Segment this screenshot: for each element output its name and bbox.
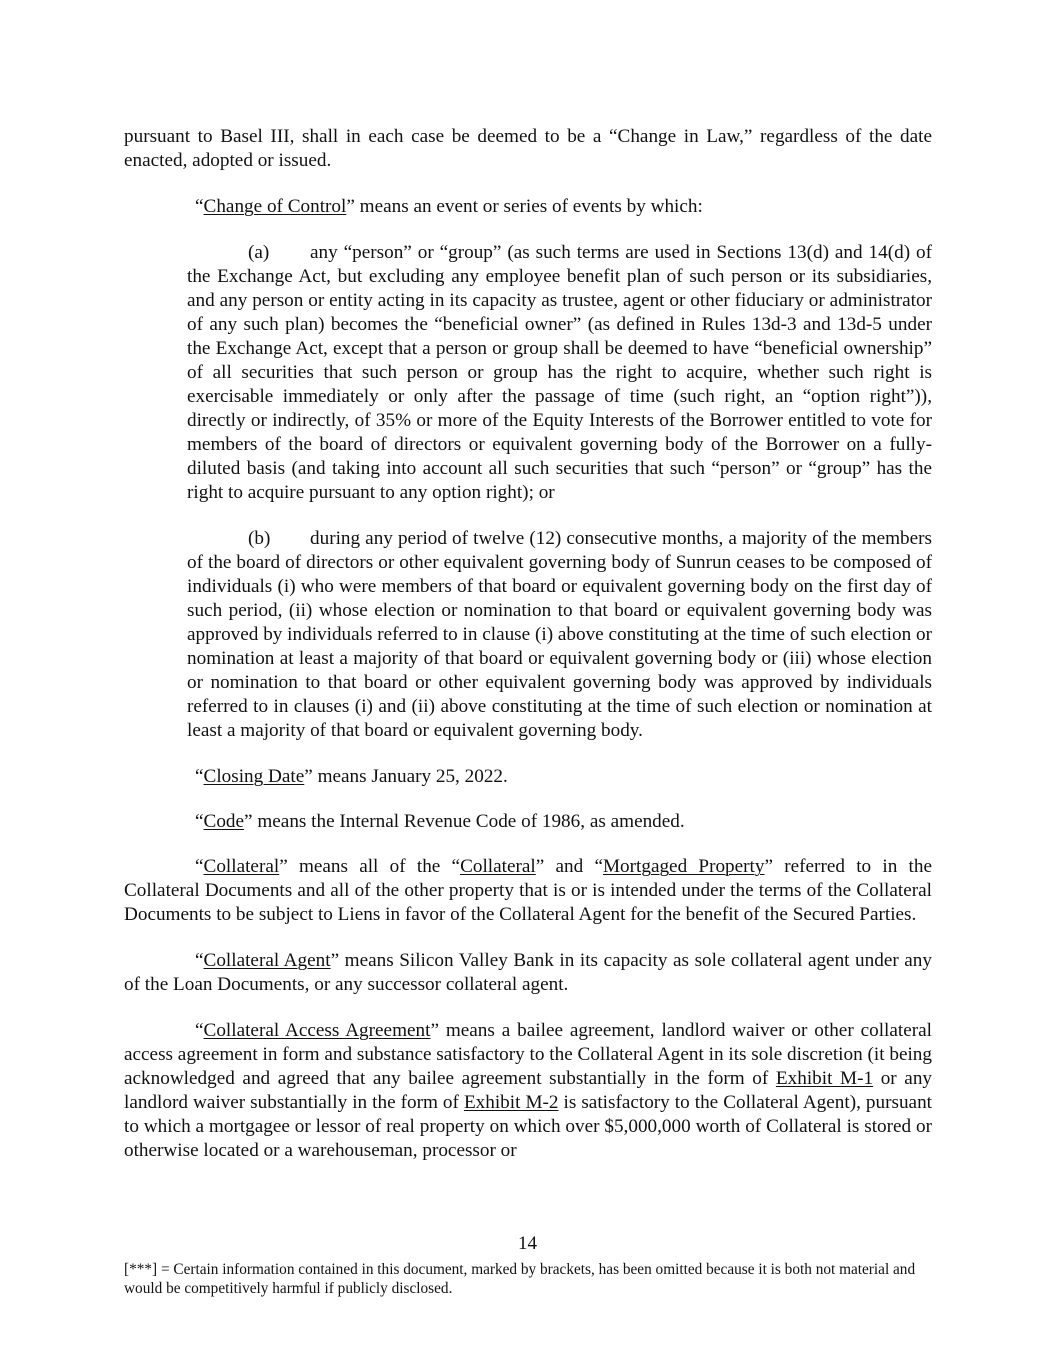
open-quote: “: [195, 856, 204, 877]
open-quote: “: [195, 811, 204, 832]
referenced-term: Collateral: [460, 856, 536, 877]
document-body: [124, 125, 932, 1185]
clause-label: (b): [248, 528, 271, 549]
definition-text: ” means Silicon Valley Bank in its capacity as sole collateral agent under any of the Loan Documents, or any successor collateral agent.: [124, 950, 932, 995]
definition-text: ” means a bailee agreement, landlord waiver or other collateral access agreement in form and substance satisfactory to the Collateral Agent in its sole discretion (it being acknowledged and agreed that any bailee agreement substantially in the form of: [124, 1020, 932, 1089]
paragraph-text: pursuant to Basel III, shall in each case be deemed to be a “Change in Law,” regardless of the date enacted, adopted or issued.: [124, 126, 932, 171]
defined-term: Change of Control: [203, 196, 347, 217]
definition-text: ” means January 25, 2022.: [304, 766, 508, 787]
defined-term: Collateral Access Agreement: [203, 1020, 431, 1041]
clause-a: [187, 241, 932, 505]
definition-text: ” means the Internal Revenue Code of 1986, as amended.: [244, 811, 685, 832]
exhibit-reference: Exhibit M-1: [775, 1068, 874, 1089]
paragraph-change-in-law-continuation: [124, 125, 932, 173]
exhibit-reference: Exhibit M-2: [463, 1092, 559, 1113]
redaction-footnote: [***] = Certain information contained in this document, marked by brackets, has been omitted because it is both not material and would be competitively harmful if publicly disclosed.: [124, 1261, 916, 1297]
referenced-term: Mortgaged Property: [602, 856, 765, 877]
definition-collateral: [124, 855, 932, 927]
open-quote: “: [195, 950, 204, 971]
definition-collateral-access-agreement: [124, 1019, 932, 1163]
page-number: 14: [518, 1233, 537, 1254]
defined-term: Collateral Agent: [203, 950, 331, 971]
definition-text: is satisfactory to the Collateral Agent), pursuant to which a mortgagee or lessor of real property on which over $5,000,000 worth of Collateral is stored or otherwise located or a warehouseman, processor or: [124, 1092, 932, 1161]
clause-text: during any period of twelve (12) consecutive months, a majority of the members of the board of directors or other equivalent governing body of Sunrun ceases to be composed of individuals (i) who were members of that board or equivalent governing body on the first day of such period, (ii) whose election or nomination to that board or equivalent governing body was approved by individuals referred to in clause (i) above constituting at the time of such election or nomination at least a majority of that board or equivalent governing body or (iii) whose election or nomination to that board or other equivalent governing body was approved by individuals referred to in clauses (i) and (ii) above constituting at the time of such election or nomination at least a majority of that board or equivalent governing body.: [187, 528, 932, 741]
definition-text: ” means all of the “: [279, 856, 461, 877]
defined-term: Collateral: [203, 856, 280, 877]
definition-text: ” referred to in the Collateral Documents and all of the other property that is or is intended under the terms of the Collateral Documents to be subject to Liens in favor of the Collateral Agent for the benefit of the Secured Parties.: [124, 856, 932, 925]
defined-term: Code: [203, 811, 245, 832]
definition-text: or any landlord waiver substantially in the form of: [124, 1068, 933, 1113]
clause-label: (a): [248, 242, 270, 263]
clause-b: [187, 527, 932, 743]
open-quote: “: [195, 196, 204, 217]
definition-text: ” and “: [535, 856, 603, 877]
definition-text: ” means an event or series of events by which:: [346, 196, 703, 217]
definition-collateral-agent: [124, 949, 932, 997]
open-quote: “: [195, 1020, 204, 1041]
open-quote: “: [195, 766, 204, 787]
defined-term: Closing Date: [203, 766, 305, 787]
definition-closing-date: [124, 765, 932, 789]
clause-text: any “person” or “group” (as such terms are used in Sections 13(d) and 14(d) of the Exchange Act, but excluding any employee benefit plan of such person or its subsidiaries, and any person or entity acting in its capacity as trustee, agent or other fiduciary or administrator of any such plan) becomes the “beneficial owner” (as defined in Rules 13d-3 and 13d-5 under the Exchange Act, except that a person or group shall be deemed to have “beneficial ownership” of all securities that such person or group has the right to acquire, whether such right is exercisable immediately or only after the passage of time (such right, an “option right”)), directly or indirectly, of 35% or more of the Equity Interests of the Borrower entitled to vote for members of the board of directors or equivalent governing body of the Borrower on a fully-diluted basis (and taking into account all such securities that such “person” or “group” has the right to acquire pursuant to any option right); or: [187, 242, 932, 503]
definition-code: [124, 810, 932, 834]
definition-change-of-control: [124, 195, 932, 219]
